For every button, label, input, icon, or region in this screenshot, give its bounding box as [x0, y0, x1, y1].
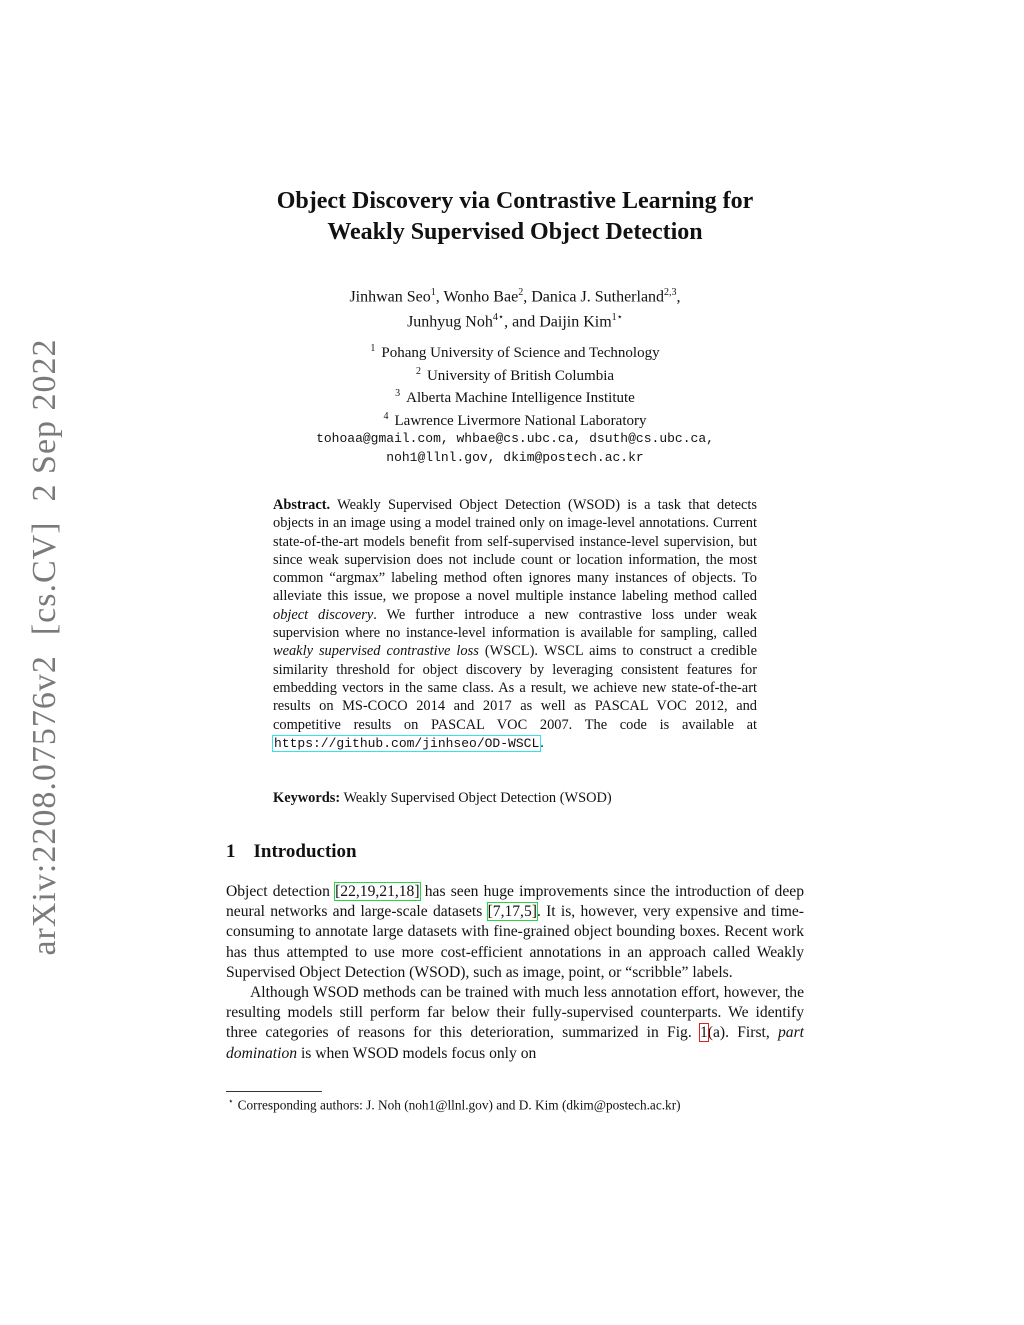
author-separator: , and	[504, 313, 540, 331]
code-link[interactable]: https://github.com/jinhseo/OD-WSCL	[274, 735, 540, 751]
author-affil-sup: 1	[430, 287, 436, 298]
affiliation-sup: 3	[395, 388, 401, 399]
paragraph	[226, 983, 804, 1064]
arxiv-id: arXiv:2208.07576v2	[26, 655, 63, 956]
paper-title	[200, 186, 830, 248]
keywords-text: Weakly Supervised Object Detection (WSOD)	[340, 790, 612, 806]
paragraph-text: has seen huge improvements since the introduction of deep neural networks and large-scale datasets	[226, 883, 804, 921]
paragraph-emphasis: part domination	[226, 1024, 804, 1062]
body-text	[226, 882, 804, 1064]
affiliations	[260, 340, 770, 467]
affiliation-item	[260, 408, 770, 431]
title-line-2: Weakly Supervised Object Detection	[327, 219, 703, 245]
author-separator: ,	[435, 288, 444, 306]
author-separator: ,	[676, 288, 681, 306]
citation-link[interactable]: [7,17,5]	[487, 903, 537, 921]
affiliation-item	[260, 385, 770, 408]
author-emails-line-2: noh1@llnl.gov, dkim@postech.ac.kr	[386, 449, 644, 465]
author-affil-sup: 2	[518, 287, 524, 298]
affiliation-item	[260, 363, 770, 386]
author-name: Wonho Bae	[443, 288, 519, 306]
figure-reference-link[interactable]: 1	[699, 1024, 708, 1042]
affiliation-name: University of British Columbia	[426, 367, 615, 384]
abstract-text: . We further introduce a new contrastive loss under weak supervision where no instance-level information is available for sampling, called	[273, 606, 757, 642]
section-number: 1	[226, 841, 236, 862]
abstract-text: .	[540, 734, 544, 751]
footnote-text: Corresponding authors: J. Noh (noh1@llnl.gov) and D. Kim (dkim@postech.ac.kr)	[237, 1097, 681, 1113]
author-affil-sup: 4⋆	[492, 312, 505, 324]
arxiv-category: [cs.CV]	[26, 521, 63, 636]
footnote-marker: ⋆	[228, 1096, 234, 1106]
author-name: Junhyug Noh	[407, 313, 493, 331]
author-name: Daijin Kim	[539, 313, 612, 331]
author-list	[260, 282, 770, 333]
abstract-text: Weakly Supervised Object Detection (WSOD) is a task that detects objects in an image using a model trained only on image-level annotations. Current state-of-the-art models benefit from self-supervised instance-level supervision, but since weak supervision does not include count or location information, the most common “argmax” labeling method often ignores many instances of objects. To alleviate this issue, we propose a novel multiple instance labeling method called	[273, 497, 757, 605]
footnote-rule	[226, 1091, 322, 1092]
arxiv-stamp	[25, 338, 65, 956]
affiliation-name: Alberta Machine Intelligence Institute	[406, 390, 635, 406]
citation-link[interactable]: [22,19,21,18]	[335, 883, 420, 900]
abstract-text: (WSCL). WSCL aims to construct a credible similarity threshold for object discovery by leveraging consistent features for embedding vectors in the same class. As a result, we achieve new state-of-the-art results on MS-COCO 2014 and 2017 as well as PASCAL VOC 2012, and competitive results on PASCAL VOC 2007. The code is available at	[273, 643, 757, 733]
paragraph-text: Although WSOD methods can be trained with much less annotation effort, however, the resulting models still perform far below their fully-supervised counterparts. We identify three categories of reasons for this deterioration, summarized in Fig.	[226, 984, 804, 1042]
title-line-1: Object Discovery via Contrastive Learning for	[276, 188, 754, 214]
affiliation-sup: 1	[370, 343, 376, 354]
author-name: Danica J. Sutherland	[531, 288, 665, 306]
paragraph-text: Object detection	[226, 883, 336, 900]
author-separator: ,	[523, 288, 532, 306]
keywords-label: Keywords:	[273, 790, 341, 806]
author-name: Jinhwan Seo	[349, 288, 431, 306]
author-affil-sup: 2,3	[664, 287, 677, 298]
affiliation-sup: 4	[383, 410, 389, 422]
author-line-1	[260, 282, 770, 307]
footnote	[228, 1096, 808, 1113]
abstract-emphasis: object discovery	[273, 606, 374, 623]
author-line-2	[260, 307, 770, 332]
paragraph-text: . It is, however, very expensive and time-consuming to annotate large datasets with fine-grained object bounding boxes. Recent work has thus attempted to use more cost-efficient annotations in an approach called Weakly Supervised Object Detection (WSOD), such as image, point, or “scribble” labels.	[226, 903, 804, 981]
arxiv-date: 2 Sep 2022	[26, 338, 63, 502]
keywords	[273, 790, 757, 807]
affiliation-name: Lawrence Livermore National Laboratory	[394, 412, 647, 429]
paragraph-text: is when WSOD models focus only on	[297, 1044, 537, 1062]
abstract-emphasis: weakly supervised contrastive loss	[273, 643, 479, 660]
paragraph-text: (a). First,	[707, 1024, 778, 1042]
section-heading	[226, 841, 357, 863]
affiliation-name: Pohang University of Science and Technology	[381, 345, 660, 361]
section-title: Introduction	[253, 841, 357, 862]
affiliation-sup: 2	[415, 365, 421, 377]
author-emails-line-1: tohoaa@gmail.com, whbae@cs.ubc.ca, dsuth@cs.ubc.ca,	[316, 431, 714, 446]
paragraph	[226, 882, 804, 983]
abstract-label: Abstract.	[273, 497, 331, 513]
author-affil-sup: 1⋆	[611, 312, 623, 324]
abstract	[273, 496, 757, 753]
affiliation-item	[260, 340, 770, 363]
